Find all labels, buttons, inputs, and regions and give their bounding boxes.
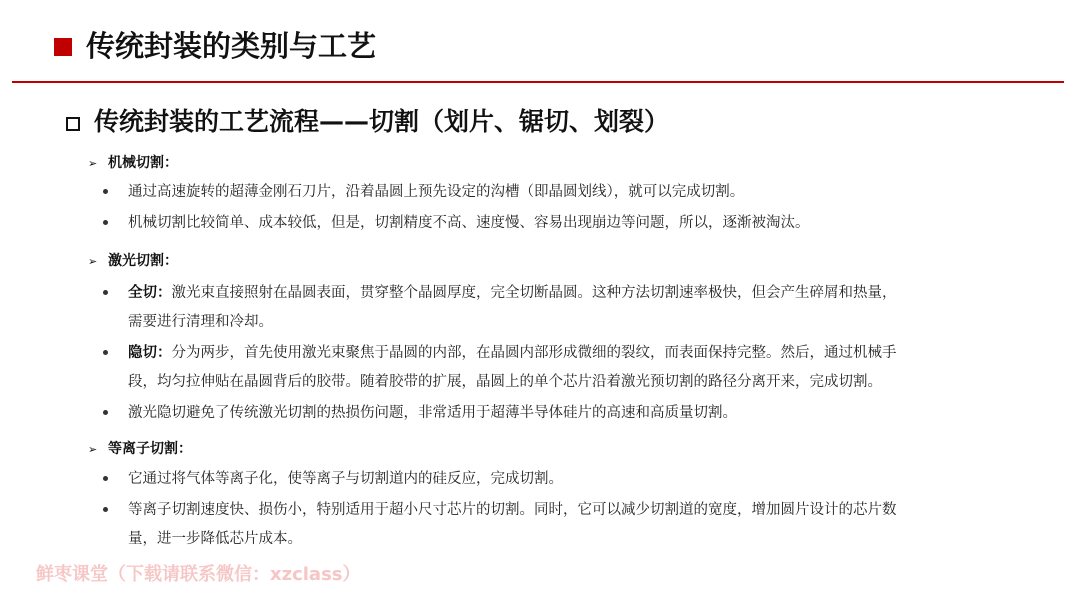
arrow-bullet-icon: ➢ (88, 443, 98, 456)
item-text: 分为两步，首先使用激光束聚焦于晶圆的内部，在晶圆内部形成微细的裂纹，而表面保持完整。然后，通过机械手 (171, 345, 897, 361)
section-subtitle: 传统封装的工艺流程——切割（划片、锯切、划裂） (94, 107, 670, 136)
list-item (128, 282, 897, 304)
section-heading-label: 激光切割： (108, 253, 178, 269)
hollow-square-icon (66, 117, 80, 131)
list-item-continuation: 需要进行清理和冷却。 (128, 314, 273, 330)
bullet-dot-icon (103, 476, 108, 481)
red-square-icon (54, 38, 72, 56)
bullet-dot-icon (103, 507, 108, 512)
item-text: 激光束直接照射在晶圆表面，贯穿整个晶圆厚度，完全切断晶圆。这种方法切割速率极快，但会产生碎屑和热量， (171, 285, 897, 301)
bullet-dot-icon (103, 410, 108, 415)
list-item: 它通过将气体等离子化，使等离子与切割道内的硅反应，完成切割。 (128, 471, 563, 487)
list-item: 通过高速旋转的超薄金刚石刀片，沿着晶圆上预先设定的沟槽（即晶圆划线），就可以完成切割。 (128, 184, 745, 200)
section-heading-label: 等离子切割： (108, 441, 192, 457)
bullet-dot-icon (103, 290, 108, 295)
list-item-continuation: 量，进一步降低芯片成本。 (128, 531, 302, 547)
arrow-bullet-icon: ➢ (88, 157, 98, 170)
section-heading-plasma (88, 438, 192, 461)
list-item: 激光隐切避免了传统激光切割的热损伤问题，非常适用于超薄半导体硅片的高速和高质量切割。 (128, 405, 737, 421)
title-divider (12, 81, 1064, 83)
list-item-continuation: 段，均匀拉伸贴在晶圆背后的胶带。随着胶带的扩展，晶圆上的单个芯片沿着激光预切割的路径分离开来，完成切割。 (128, 374, 882, 390)
list-item (128, 342, 897, 364)
item-bold-label: 隐切： (128, 345, 172, 361)
bullet-dot-icon (103, 189, 108, 194)
bullet-dot-icon (103, 350, 108, 355)
bullet-dot-icon (103, 220, 108, 225)
page-title: 传统封装的类别与工艺 (86, 29, 377, 63)
section-heading-label: 机械切割： (108, 155, 178, 171)
list-item: 机械切割比较简单、成本较低，但是，切割精度不高、速度慢、容易出现崩边等问题，所以，逐渐被淘汰。 (128, 215, 810, 231)
arrow-bullet-icon: ➢ (88, 255, 98, 268)
item-bold-label: 全切： (128, 285, 172, 301)
section-heading-mechanical (88, 152, 178, 175)
list-item: 等离子切割速度快、损伤小，特别适用于超小尺寸芯片的切割。同时，它可以减少切割道的宽度，增加圆片设计的芯片数 (128, 502, 897, 518)
section-heading-laser (88, 250, 178, 273)
watermark: 鲜枣课堂（下载请联系微信：xzclass） (36, 564, 361, 585)
